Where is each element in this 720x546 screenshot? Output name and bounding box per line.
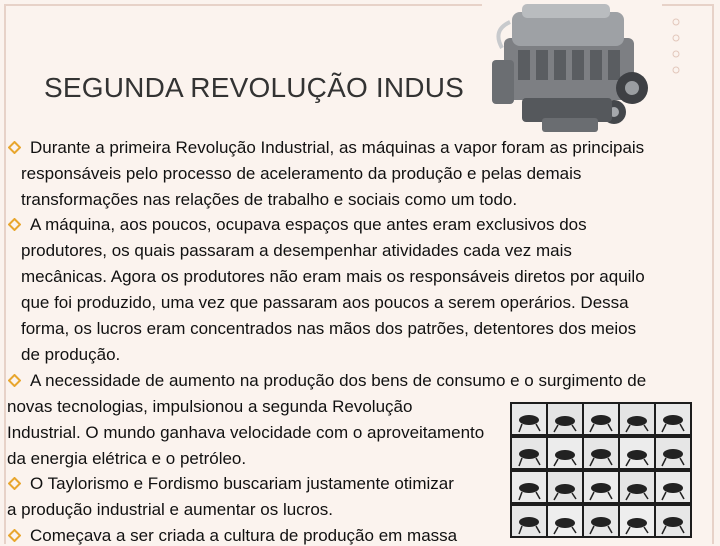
bullet-icon [8,218,21,231]
bullet-icon [8,529,21,542]
engine-image [482,0,662,135]
bullet-3-line-2: novas tecnologias, impulsionou a segunda Revolução [7,397,413,416]
bullet-2-line-1: A máquina, aos poucos, ocupava espaços que antes eram exclusivos dos [30,215,587,234]
bullet-2-line-5: forma, os lucros eram concentrados nas mãos dos patrões, detentores dos meios [21,319,637,338]
bullet-5-line-1: Começava a ser criada a cultura de produção em massa [30,526,458,545]
bullet-4-line-2: a produção industrial e aumentar os lucros. [7,500,334,519]
bullet-3-line-3: Industrial. O mundo ganhava velocidade com o aproveitamento [7,423,485,442]
bullet-2-line-4: que foi produzido, uma vez que passaram aos poucos a serem operários. Dessa [21,293,629,312]
horse-sequence-image [510,402,692,538]
bullet-2-line-3: mecânicas. Agora os produtores não eram mais os responsáveis diretos por aquilo [21,267,645,286]
bullet-icon [8,141,21,154]
bullet-2-line-6: de produção. [21,345,121,364]
bullet-icon [8,374,21,387]
bullet-4-line-1: O Taylorismo e Fordismo buscariam justamente otimizar [30,474,454,493]
bullet-1-line-1: Durante a primeira Revolução Industrial, as máquinas a vapor foram as principais [30,138,645,157]
bullet-icon [8,477,21,490]
bullet-3-line-1: A necessidade de aumento na produção dos bens de consumo e o surgimento de [30,371,647,390]
bullet-1-line-2: responsáveis pelo processo de aceleramento da produção e pelas demais [21,164,582,183]
bullet-3-line-4: da energia elétrica e o petróleo. [7,449,247,468]
slide-title: SEGUNDA REVOLUÇÃO INDUS [44,72,465,103]
bullet-1-line-3: transformações nas relações de trabalho e sociais como um todo. [21,190,518,209]
corner-dots-decoration [666,16,686,86]
bullet-2-line-2: produtores, os quais passaram a desempenhar atividades cada vez mais [21,241,572,260]
